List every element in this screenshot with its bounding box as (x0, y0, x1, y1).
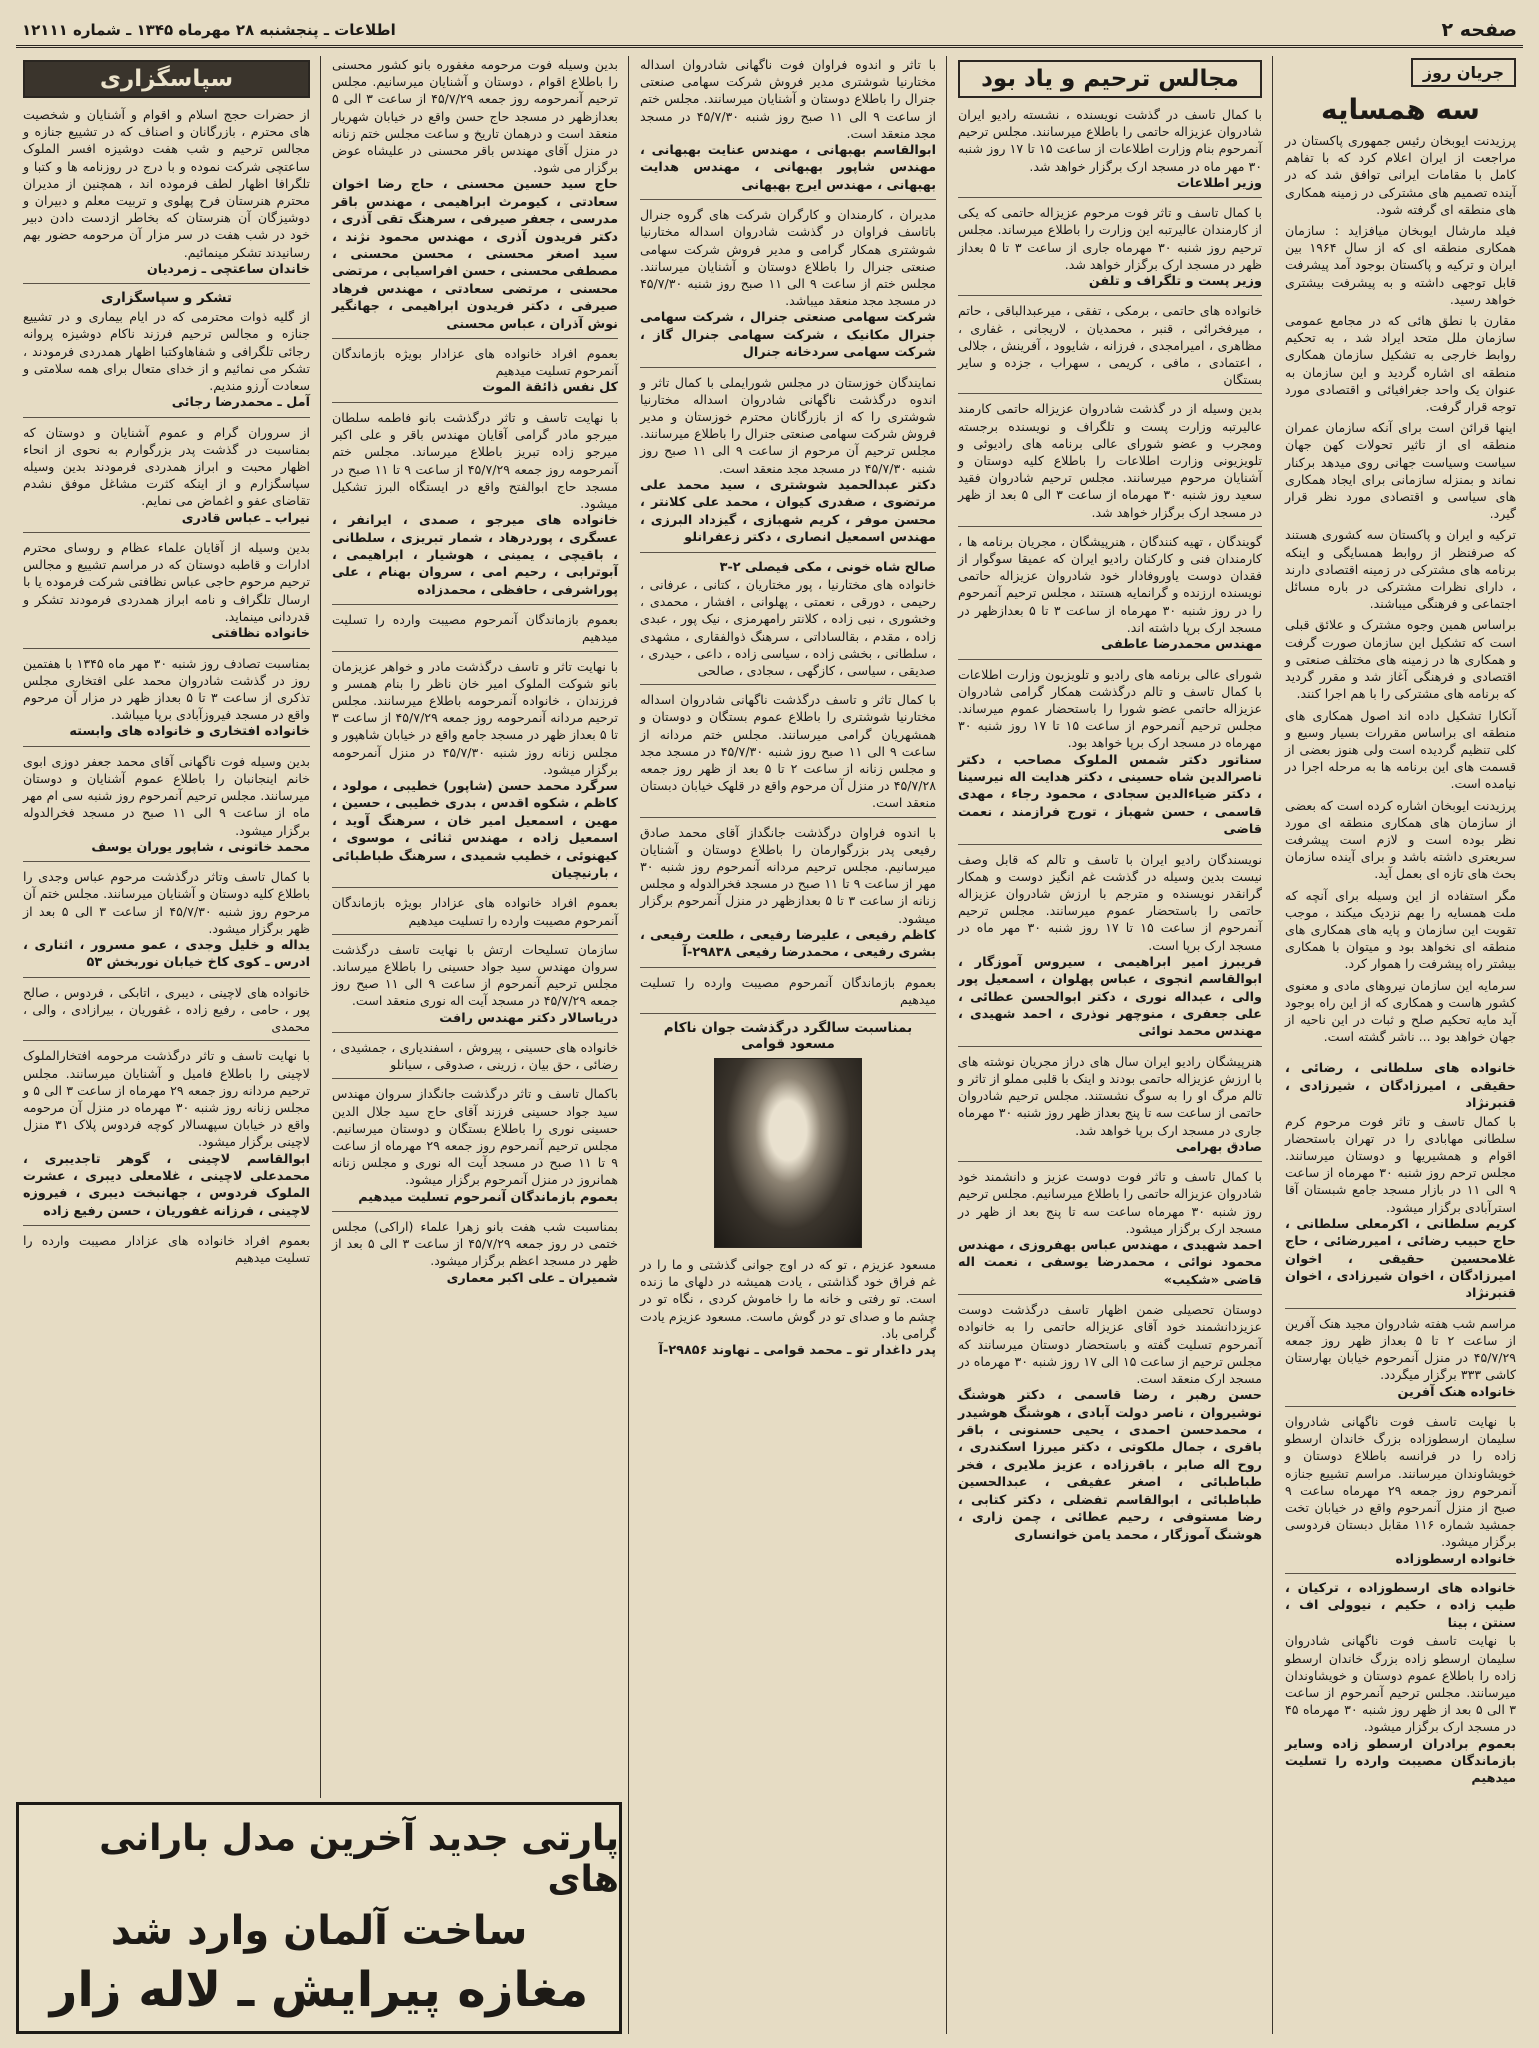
notice-signature: کاظم رفیعی ، علیرضا رفیعی ، طلعت رفیعی ، بشری رفیعی ، محمدرضا رفیعی ۲۹۸۳۸-آ (640, 927, 936, 961)
notice-text: بعموم افراد خانواده های عزادار مصیبت وارده را تسلیت میدهیم (23, 1233, 310, 1266)
notice-signature: کریم سلطانی ، اکرمعلی سلطانی ، حاج حبیب رضائی ، امیررضائی ، حاج غلامحسین حقیقی ، اخوان امیرزادگان ، اخوان شیرزادی ، اخوان قنبرنژاد (1285, 1216, 1516, 1302)
notice-item (958, 851, 1262, 1047)
notice-item (958, 533, 1262, 660)
column-1 (1278, 56, 1523, 2034)
notice-item (332, 56, 618, 339)
notice-text: بدین وسیله فوت مرحومه مغفوره بانو کشور محسنی را باطلاع اقوام ، دوستان و آشنایان میرسانیم. مجلس ترحیم آنمرحومه روز جمعه ۴۵/۷/۲۹ از ساعت ۳ الی ۵ بعدازظهر در مسجد حاج حسن واقع در خیابان شهریار منعقد است و درهمان تاریخ و ساعت مجلس ختم زنانه در منزل آقای مهندس باقر محسنی در علیشاه عوض برگزار می شود. (332, 57, 619, 176)
editorial-paragraph: مقارن با نطق هائی که در مجامع عمومی سازمان ملل متحد ایراد شد ، به تحکیم روابط خارجی به تشکیل سازمان همکاری منطقه ای اشاره گردید و این سازمان به عنوان یک واحد جغرافیائی و اقتصادی مورد توجه قرار گرفت. (1285, 313, 1516, 415)
notice-signature: دریاسالار دکتر مهندس رافت (439, 1010, 618, 1026)
editorial-paragraph: پرزیدنت ایوبخان رئیس جمهوری پاکستان در مراجعت از ایران اعلام کرد که با تفاهم کامل با مقامات ایرانی توافق شد که در آینده تصمیم های مشترکی در زمینه همکاری های منطقه ای گرفته شود. (1285, 133, 1516, 217)
notice-text: مراسم شب هفته شادروان مجید هنک آفرین از ساعت ۲ تا ۵ بعداز ظهر روز جمعه ۴۵/۷/۲۹ در منزل آنمرحوم خیابان بهارستان کاشی ۳۳۳ برگزار میگردد. (1285, 1315, 1517, 1383)
column-rule (946, 56, 947, 2034)
notice-text: از گلیه ذوات محترمی که در ایام بیماری و در تشییع جنازه و مجالس ترحیم فرزند ناکام دوشیزه پروانه رجائی تلگرافی و شفاهاوکتبا اظهار همدردی فرمودند ، تشکر می نمائیم و از خدای متعال برای همه سلامتی و سعادت آرزو مندیم. (23, 309, 310, 394)
column-5 (16, 56, 317, 1798)
notice-item (1285, 1413, 1516, 1574)
portrait-photo (714, 1058, 862, 1248)
editorial-paragraph: ترکیه و ایران و پاکستان سه کشوری هستند که صرفنظر از روابط همسایگی و اینکه برنامه های مشترکی در زمینه اقتصادی دارند ، دارای نظرات مشترکی در باره مسائل اجتماعی و فرهنگی میباشند. (1285, 527, 1516, 612)
notice-text: دوستان تحصیلی ضمن اظهار تاسف درگذشت دوست عزیزدانشمند خود آقای عزیزاله حاتمی را به خانواده آنمرحوم تسلیت گفته و باستحضار دوستان میرسانند که مجلس ترحیم از ساعت ۱۵ الی ۱۷ روز شنبه ۳۰ مهرماه در مسجد ارک منعقد است. (958, 1302, 1262, 1387)
notice-item (640, 974, 936, 1014)
notice-text: از سروران گرام و عموم آشنایان و دوستان که بمناسبت در گذشت پدر بزرگوارم به نحوی از انحاء اظهار محبت و ابراز همدردی فرمودند بدین وسیله سپاسگزارم و از اینکه کثرت مشاغل موفق نشدم تقاضای عفو و اغماض می نمایم. (23, 424, 310, 509)
advert-line-2: ساخت آلمان وارد شد (110, 1908, 528, 1954)
notice-item (23, 984, 310, 1042)
notice-heading: تشکر و سپاسگزاری (101, 290, 232, 307)
editorial-paragraph: مگر استفاده از این وسیله برای آنچه که ملت همسایه را بهم نزدیک میکند ، موجب تقویت این سازمان و پایه های همکاری های منطقه ای نخواهد بود و میتوان با همکاری بیشتر راه پیشرفت را هموار کرد. (1285, 887, 1516, 972)
advert-line-1: پارتی جدید آخرین مدل بارانی های (99, 1818, 619, 1900)
editorial-paragraph: سرمایه این سازمان نیروهای مادی و معنوی کشور هاست و همکاری که از این راه بوجود آید مایه تحکیم صلح و ثبات در این ناحیه از جهان خواهد بود ... ناشر گشته است. (1285, 977, 1516, 1045)
notice-text: با نهایت تاسف و تاثر درگذشت مرحومه افتخارالملوک لاچینی را باطلاع فامیل و آشنایان میرسانند. مجلس ترحیم مردانه روز جمعه ۲۹ مهرماه از ساعت ۳ الی ۵ و مجلس زنانه روز شنبه ۳۰ مهرماه در منزل آن مرحومه واقع در خیابان سپهسالار کوچه فردوس پلاک ۳۱ منزل لاچینی برگزار میشود. (23, 1048, 310, 1150)
column-4 (325, 56, 625, 1798)
notice-signature: ابوالقاسم لاچینی ، گوهر تاجدیبری ، محمدعلی لاچینی ، غلامعلی دیبری ، عشرت الملوک فردوس ، جهانبخت دیبری ، فیروزه لاچینی ، فرزانه غفوریان ، حسن رفیع زاده (23, 1151, 310, 1219)
column-3-notices (640, 56, 936, 1364)
notice-signature: شمیران ـ علی اکبر معماری (446, 1270, 618, 1286)
newspaper-page (16, 14, 1523, 2034)
notice-text: با کمال تاسف در گذشت نویسنده ، نشسته رادیو ایران شادروان عزیزاله حاتمی را باطلاع میرسانند. مجلس ترحیم آنمرحوم بنام وزارت اطلاعات از ساعت ۱۵ تا ۱۷ روز شنبه ۳۰ مهر ماه در مسجد ارک برگزار خواهد شد. (958, 107, 1263, 174)
editorial-divider (1285, 1049, 1516, 1054)
notice-item (958, 302, 1262, 394)
notice-signature: مهندس محمدرضا عاطفی (1101, 637, 1262, 653)
notice-signature: پدر داغدار تو ـ محمد قوامی ـ نهاوند ۲۹۸۵۶-آ (658, 1343, 936, 1359)
notice-text: با نهایت تاسف فوت ناگهانی شادروان سلیمان ارسطو زاده بزرگ خاندان ارسطو زاده را باطلاع عموم دوستان و خویشاوندان میرسانند. مجلس ترحیم آنمرحوم از ساعت ۳ الی ۵ بعد از ظهر روز شنبه ۳۰ مهرماه ۴۵ در مسجد ارک برگزار میشود. (1285, 1633, 1517, 1735)
notice-signature: خانواده افتخاری و خانواده های وابسته (69, 724, 310, 740)
notice-signature: فریبرز امیر ابراهیمی ، سیروس آموزگار ، ابوالقاسم انجوی ، عباس پهلوان ، اسمعیل پور والی ، عبداله نوری ، دکتر ابوالحسن عطائی ، علی جعفری ، منوچهر نوذری ، احمد شهیدی ، مهندس محمد نوائی (958, 954, 1262, 1040)
notice-text: با نهایت تاسف فوت ناگهانی شادروان سلیمان ارسطوزاده بزرگ خاندان ارسطو زاده را در فرانسه باطلاع دوستان و خویشاوندان میرسانند. مراسم تشییع جنازه آنمرحوم روز جمعه ۲۹ مهرماه ساعت ۹ صبح از منزل آنمرحوم واقع در خیابان تخت جمشید شماره ۱۱۶ مقابل دبستان فردوسی برگزار میشود. (1285, 1414, 1516, 1550)
notice-signature: خانواده هنک آفرین (1397, 1384, 1516, 1400)
section-title: مجالس ترحیم و یاد بود (958, 60, 1262, 98)
notice-text: با کمال تاسف و تاثر فوت دوست عزیز و دانشمند خود شادروان عزیزاله حاتمی را باطلاع میرسانیم. مجلس ترحیم روز شنبه ۳۰ مهرماه ساعت سه تا پنج بعد از ظهر در مسجد ارک برگزار میشود. (958, 1169, 1262, 1236)
columns (16, 56, 1523, 2034)
notice-item (23, 868, 310, 978)
notice-signature: خانواده نظافتی (211, 626, 310, 642)
notice-heading: بمناسبت سالگرد درگذشت جوان ناکام مسعود قوامی (663, 1020, 913, 1052)
notice-signature: کل نفس ذائقة الموت (482, 380, 618, 396)
notice-text: مسعود عزیزم ، تو که در اوج جوانی گذشتی و ما را در غم فراق خود گذاشتی ، یادت همیشه در دلهای ما زنده است. تو رفتی و خانه ما را خاموش کردی ، نگاه تو در چشم ما و صدای تو در گوش ماست. مسعود عزیزم یادت گرامی باد. (640, 1257, 936, 1341)
column-rule (628, 56, 629, 2034)
notice-signature: احمد شهیدی ، مهندس عباس بهفروزی ، مهندس محمود نوائی ، محمدرضا یوسفی ، نعمت اله قاضی «شکیب» (958, 1238, 1262, 1288)
editorial-paragraph: براساس همین وجوه مشترک و علائق قبلی است که تشکیل این سازمان صورت گرفت و همکاری ها در زمینه های مختلف صنعتی و اقتصادی و فرهنگی آغاز شد و مقرر گردید که برنامه های مشترکی را با هم اجرا کنند. (1285, 617, 1516, 702)
column-5-notices (23, 106, 310, 1272)
notice-signature: صادق بهرامی (1175, 1139, 1262, 1155)
notice-item (640, 374, 936, 553)
notice-text: بدین وسیله از در گذشت شادروان عزیزاله حاتمی کارمند عالیرتبه وزارت پست و تلگراف و نویسنده برجسته ومجرب و عضو شورای عالی برنامه های رادیوئی و تلویزیونی وزارت اطلاعات را باطلاع کلیه دوستان و آشنایان مرحوم میرسانند. مجلس ترحیم شادروان فقید سعید روز شنبه ۳۰ مهرماه از ساعت ۳ الی ۵ بعد از ظهر در مسجد ارک برگزار خواهد شد. (958, 401, 1263, 520)
notice-item (1285, 1580, 1516, 1793)
notice-item (23, 539, 310, 648)
notice-text: بدین وسیله از آقایان علماء عظام و روسای محترم ادارات و قاطبه دوستان که در مراسم تشییع و مجالس ترحیم مرحوم حاجی عباس نظافتی شرکت فرموده یا با ارسال تلگراف و نامه ابراز همدردی فرمودند تشکر و قدردانی مینماید. (23, 540, 310, 624)
column-rule (320, 56, 321, 1798)
notice-text: بمناسبت تصادف روز شنبه ۳۰ مهر ماه ۱۳۴۵ با هفتمین روز در گذشت شادروان محمد علی افتخاری مجلس تذکری از ساعت ۳ تا ۵ بعداز ظهر در مزار آن مرحوم واقع در مسجد فیروزآبادی برپا میباشد. (23, 655, 310, 723)
advert-line-3: مغازه پیرایش ـ لاله زار (49, 1962, 589, 2018)
notice-text: با کمال تاسف وتاثر درگذشت مرحوم عباس وجدی را باطلاع کلیه دوستان و آشنایان میرسانند. مجلس ختم آن مرحوم روز شنبه ۴۵/۷/۳۰ از ساعت ۳ الی ۵ بعد از ظهر برگزار میشود. (23, 869, 310, 936)
notice-text: نمایندگان خوزستان در مجلس شورایملی با کمال تاثر و اندوه درگذشت ناگهانی شادروان اسداله مختارنیا شوشتری را که از بازرگانان محترم خوزستان و مدیر فروش شرکت سهامی صنعتی جنرال را باطلاع میرسانند. مجلس ترحیم آن مرحوم از ساعت ۹ الی ۱۱ صبح روز شنبه ۴۵/۷/۳۰ در مسجد مجد منعقد است. (640, 374, 936, 476)
notice-item (332, 1218, 618, 1292)
notice-text: با اندوه فراوان درگذشت جانگداز آقای محمد صادق رفیعی پدر بزرگوارمان را باطلاع دوستان و آشنایان میرسانیم. مجلس ترحیم مردانه آنمرحوم روز شنبه ۳۰ مهر از ساعت ۹ تا ۱۱ صبح در مسجد فخرالدوله و مجلس زنانه از ساعت ۳ تا ۵ بعدازظهر در منزل آنمرحوم برگزار میشود. (640, 824, 937, 926)
notice-text: بعموم افراد خانواده های عزادار بویژه بازماندگان آنمرحوم تسلیت میدهیم (332, 346, 618, 379)
notice-item (640, 691, 936, 817)
notice-signature: نیراب ـ عباس قادری (181, 510, 310, 526)
notice-signature: دکتر عبدالحمید شوشتری ، سید محمد علی مرتضوی ، صفدری کیوان ، محمد علی کلانتر ، محسن موفر ، کریم شهبازی ، گیزداد البرزی ، مهندس اسمعیل انصاری ، دکتر زعفرانلو (640, 477, 936, 546)
notice-text: سازمان تسلیحات ارتش با نهایت تاسف درگذشت سروان مهندس سید جواد حسینی را باطلاع میرساند. مجلس ترحیم آنمرحوم از ساعت ۹ الی ۱۱ صبح روز جمعه ۴۵/۷/۲۹ در مسجد آیت اله نوری منعقد است. (332, 941, 618, 1009)
notice-item (23, 655, 310, 747)
notice-item (332, 409, 618, 605)
notice-text: شورای عالی برنامه های رادیو و تلویزیون وزارت اطلاعات با کمال تاسف و تالم درگذشت همکار گرامی شادروان عزیزاله حاتمی عضو شورا را باستحضار عموم میرساند. مجلس ترحیم آنمرحوم از ساعت ۱۵ تا ۱۷ روز شنبه ۳۰ مهرماه در مسجد ارک برپا خواهد بود. (958, 666, 1262, 751)
rubric-label: جریان روز (1411, 58, 1516, 87)
notice-item (23, 1047, 310, 1226)
notice-text: هنرپیشگان رادیو ایران سال های دراز مجریان نوشته های با ارزش عزیزاله حاتمی بودند و اینک با قلبی مملو از تاثر و تالم مرگ او را به سوگ نشستند. مجلس ترحیم شادروان حاتمی از ساعت سه تا پنج بعداز ظهر روز شنبه ۳۰ مهرماه جاری در مسجد ارک برپا خواهد شد. (958, 1053, 1262, 1138)
notice-text: نویسندگان رادیو ایران با تاسف و تالم که قابل وصف نیست بدین وسیله در گذشت غم انگیز دوست و همکار گرانقدر نویسنده و مترجم با ارزش شادروان عزیزاله حاتمی را باستحضار عموم میرسانند. مجلس ترحیم آنمرحوم از ساعت ۱۵ تا ۱۷ روز شنبه ۳۰ مهر ماه در مسجد ارک برپا است. (958, 851, 1262, 953)
notice-text: مدیران ، کارمندان و کارگران شرکت های گروه جنرال باتاسف فراوان در گذشت شادروان اسداله مختارنیا شوشتری همکار گرامی و مدیر فروش شرکت سهامی صنعتی جنرال را باطلاع دوستان و آشنایان میرسانند. مجلس ختم از ساعت ۹ الی ۱۱ صبح روز شنبه ۴۵/۷/۳۰ در مسجد مجد منعقد میباشد. (640, 207, 937, 309)
column-2-notices (958, 106, 1262, 1549)
notice-signature: خانواده های میرجو ، صمدی ، ایرانفر ، عسگری ، پوردرهاد ، شمار تبریزی ، سلطانی ، باقیچی ، یمینی ، هوشیار ، ابراهیمی ، آبوترابی ، رحیم امی ، سروان بهنام ، علی پوراشرفی ، حافظی ، محمدزاده (332, 513, 618, 598)
notice-item (1285, 1060, 1516, 1308)
notice-item (958, 204, 1262, 296)
notice-item (332, 1085, 618, 1212)
notice-text: بمناسبت شب هفت بانو زهرا علماء (اراکی) مجلس ختمی در روز جمعه ۴۵/۷/۲۹ از ساعت ۳ الی ۵ بعد از ظهر در مسجد اعظم برگزار میشود. (332, 1219, 618, 1269)
notice-item (640, 1020, 936, 1364)
notice-families: خانواده های ارسطوزاده ، ترکیان ، طیب زاده ، حکیم ، نیوولی اف ، سنتن ، بینا (1285, 1581, 1516, 1631)
notice-signature: بعموم بازماندگان آنمرحوم تسلیت میدهیم (358, 1189, 618, 1205)
edition-line: اطلاعات ـ پنجشنبه ۲۸ مهرماه ۱۳۴۵ ـ شماره ۱۲۱۱۱ (22, 20, 396, 39)
notice-text: گویندگان ، تهیه کنندگان ، هنرپیشگان ، مجریان برنامه ها ، کارمندان فنی و کارکنان رادیو ایران که عمیقا سوگوار از فقدان دوست یاوروفادار خود شادروان عزیزاله حاتمی نویسنده ارزنده و گرانمایه هستند ، مجلس ترحیم آنمرحوم را در روز شنبه ۳۰ مهرماه از ساعت ۳ تا ۵ بعدازظهر در مسجد ارک برپا داشته اند. (958, 533, 1263, 635)
notice-signature: حاج سید حسین محسنی ، حاج رضا اخوان سعادتی ، کیومرث ابراهیمی ، مهندس باقر مدرسی ، جعفر صیرفی ، سرهنگ تقی آذری ، دکتر فریدون آذری ، مهندس محمود نژند ، سید اصغر محسنی ، محسن محسنی ، مصطفی محسنی ، حسن افراسیابی ، مرتضی محسنی ، مرتضی سعادتی ، مهندس فرهاد صیرفی ، دکتر فریدون ابراهیمی ، جهانگیر نوش آذران ، عباس محسنی (332, 177, 618, 332)
notice-item (23, 1232, 310, 1271)
notice-item (640, 206, 936, 367)
notice-item (640, 56, 936, 200)
editorial-headline: سه همسایه (1321, 93, 1480, 126)
notice-text: خانواده های لاچینی ، دیبری ، اتابکی ، فردوس ، صالح پور ، حامی ، رفیع زاده ، غفوریان ، بیرازادی ، والی ، محمدی (23, 984, 310, 1035)
notice-text: با نهایت تاسف و تاثر درگذشت بانو فاطمه سلطان میرجو مادر گرامی آقایان مهندس باقر و علی اکبر میرجو زاده تبریز باطلاع میرساند. مجلس ختم آنمرحومه روز جمعه ۴۵/۷/۲۹ از ساعت ۹ تا ۱۱ صبح در مسجد حاج ابوالفتح واقع در ایستگاه البرز تشکیل میشود. (332, 409, 618, 511)
notice-item (23, 106, 310, 284)
thanks-banner: سپاسگزاری (23, 60, 310, 98)
notice-signature: محمد خاتونی ، شاپور یوران یوسف (91, 839, 310, 855)
notice-item (958, 1168, 1262, 1295)
notice-text: با نهایت تاثر و تاسف درگذشت مادر و خواهر عزیزمان بانو شوکت الملوک امیر خان ناظر را بنام همسر و فرزندان ، خانواده آنمرحومه باطلاع میرسانند. مجلس ترحیم مردانه آنمرحومه روز جمعه ۴۵/۷/۲۹ از ساعت ۳ تا ۵ بعداز ظهر در مسجد جامع واقع در خیابان شاهپور و مجلس زنانه روز شنبه ۴۵/۷/۳۰ در منزل آنمرحومه برگزار میشود. (332, 658, 618, 777)
notice-text: بدین وسیله فوت ناگهانی آقای محمد جعفر دوزی ابوی خانم اینجانبان را باطلاع عموم آشنایان و دوستان میرسانند. مجلس ترحیم آنمرحوم روز شنبه سی ام مهر ماه از ساعت ۹ الی ۱۱ صبح در مسجد فخرالدوله برگزار میشود. (23, 753, 310, 838)
editorial-paragraph: پرزیدنت ایوبخان اشاره کرده است که بعضی از سازمان های همکاری منطقه ای مورد نظر بوده است و لازم است پیشرفت سریعتری داشته باشد و برای آینده سازمان بحث های تازه ای بعمل آید. (1285, 797, 1516, 882)
notice-item (332, 941, 618, 1033)
column-2 (951, 56, 1269, 2034)
notice-text: خانواده های حاتمی ، برمکی ، تفقی ، میرعبدالباقی ، حاتم ، میرفخرائی ، قنبر ، محمدیان ، لاریجانی ، غفاری ، مظاهری ، امیرامجدی ، فرزانه ، شایوود ، آفرینش ، جلالی ، اعتمادی ، مافی ، کریمی ، سهراب ، جزده و سایر بستگان (958, 303, 1262, 388)
notice-text: با تاثر و اندوه فراوان فوت ناگهانی شادروان اسداله مختارنیا شوشتری مدیر فروش شرکت سهامی صنعتی جنرال را باطلاع دوستان و آشنایان میرسانند. مجلس ختم از ساعت ۹ الی ۱۱ صبح روز شنبه ۴۵/۷/۳۰ در مسجد مجد منعقد است. (640, 57, 936, 141)
notice-item (640, 824, 936, 968)
notice-item (332, 611, 618, 651)
editorial-body (1285, 132, 1516, 1054)
editorial-paragraph: آنکارا تشکیل داده اند اصول همکاری های منطقه ای براساس مقررات بسیار وسیع و کلی تنظیم گردیده است ولی هنوز بعضی از قسمت های این برنامه ها به مرحله اجرا در نیامده است. (1285, 707, 1516, 792)
notice-item (1285, 1315, 1516, 1407)
notice-text: با کمال تاسف و تاثر فوت مرحوم کرم سلطانی مهابادی را در تهران باستحضار اقوام و همشیریها و دوستان میرسانند. مجلس ترحم روز شنبه ۳۰ مهرماه از ساعت ۹ الی ۱۱ در بازار مسجد جامع شبستان آقا استرآبادی برگزار میشود. (1285, 1113, 1516, 1215)
notice-item (640, 559, 936, 686)
notice-item (332, 894, 618, 934)
notice-text: بعموم بازماندگان آنمرحوم مصیبت وارده را تسلیت میدهیم (640, 974, 936, 1007)
notice-item (23, 424, 310, 533)
notice-text: از حضرات حجج اسلام و اقوام و آشنایان و شخصیت های محترم ، بازرگانان و اصناف که در تشییع جنازه و مجالس ترحیم و شب هفت دوشیزه افسر الملوک ساعتچی شرکت نموده و با درج در روزنامه ها و کتبا و تلگرافا اظهار لطف فرموده اند ، همچنین از مدیران محترم هنرستان فرح پهلوی و تربیت معلم و دبیران و دوشیزگان آن هنرستان که بخاطر ازدست دادن دبیر خود در شب هفت در سر مزار آن مرحومه حضور بهم رسانیدند تشکر مینمائیم. (23, 107, 310, 260)
raincoat-advert (16, 1802, 622, 2034)
notice-item (958, 666, 1262, 845)
column-3 (633, 56, 943, 2034)
notice-signature: خانواده ارسطوزاده (1395, 1551, 1516, 1567)
notice-signature: بعموم برادران ارسطو زاده وسایر بازماندگان مصیبت وارده را تسلیت میدهیم (1285, 1736, 1516, 1787)
notice-item (958, 1301, 1262, 1549)
notice-item (958, 400, 1262, 526)
notice-signature: ابوالقاسم بهبهانی ، مهندس عنایت بهبهانی ، مهندس شاپور بهبهانی ، مهندس هدایت بهبهانی ، مهندس ایرج بهبهانی (640, 143, 936, 193)
column-4-notices (332, 56, 618, 1292)
masthead (16, 14, 1523, 48)
notice-families: صالح شاه خونی ، مکی فیصلی ۲-۳ (719, 559, 936, 575)
editorial-paragraph: اینها قرائن است برای آنکه سازمان عمران منطقه ای از تاثیر تحولات کهن جهان سیاست وسیاست جهانی روی میدهد برکنار نماند و بمنزله سازمانی برای ایجاد همکاری های سیاسی و اقتصادی مورد نظر قرار گیرد. (1285, 420, 1516, 522)
notice-item (332, 345, 618, 403)
notice-text: خانواده های حسینی ، پیروش ، اسفندیاری ، جمشیدی ، رضائی ، حق بیان ، زرینی ، صدوقی ، سیانلو (332, 1040, 618, 1073)
notice-signature: خاندان ساعتچی ـ زمردیان (146, 261, 310, 277)
notice-signature: سناتور دکتر شمس الملوک مصاحب ، دکتر ناصرالدین شاه حسینی ، دکتر هدایت اله نیرسینا ، دکتر ضیاءالدین سجادی ، محمود رجاء ، مهدی قاسمی ، حسن شهباز ، تورج فرازمند ، نعمت قاضی (958, 752, 1262, 838)
notice-text: بعموم بازماندگان آنمرحوم مصیبت وارده را تسلیت میدهیم (332, 612, 618, 645)
notice-text: با کمال تاثر و تاسف درگذشت ناگهانی شادروان اسداله مختارنیا شوشتری را باطلاع عموم بستگان و دوستان و همشهریان گرامی میرسانند. مجلس ختم مردانه از ساعت ۹ الی ۱۱ صبح روز شنبه ۴۵/۷/۳۰ در مسجد مجد و مجلس زنانه از ساعت ۲ تا ۵ بعد از ظهر روز جمعه ۴۵/۷/۲۸ در منزل آن مرحوم واقع در قلهک خیابان دبستان منعقد است. (640, 692, 937, 811)
editorial-paragraph: فیلد مارشال ایوبخان میافزاید : سازمان همکاری منطقه ای که از سال ۱۹۶۴ بین ایران و ترکیه و پاکستان بوجود آمد پیشرفت قابل توجهی داشته و به پیشرفت بیشتری خواهد رسید. (1285, 223, 1516, 307)
notice-text: خانواده های مختارنیا ، پور مختاریان ، کتانی ، عرفانی ، رحیمی ، دورقی ، نعمتی ، پهلوانی ، افشار ، محمدی ، وخشوری ، نبی زاده ، کلانتر رامهرمزی ، نیک پور ، عبدی زاده ، مقدم ، بقالساداتی ، سرهنگ ذوالفقاری ، مشهدی ، سلطانی ، بخشی زاده ، سیاسی زاده ، داعی ، حیدری ، صدیقی ، سیاسی ، کازگهی ، سجادی ، صالحی (640, 576, 936, 678)
notice-signature: حسن رهبر ، رضا قاسمی ، دکتر هوشنگ نوشیروان ، ناصر دولت آبادی ، هوشنگ هوشیدر ، محمدحسن احمدی ، یحیی حسنونی ، باقر باقری ، جمال ملکوتی ، دکتر میرزا اسکندری ، روح اله صابر ، باقرزاده ، عزیز ملایری ، فخر طباطبائی ، اصغر عفیفی ، عبدالحسین طباطبائی ، ابوالقاسم تفضلی ، دکتر کتابی ، رضا مستوفی ، رحیم عطائی ، چمن زاری ، هوشنگ آموزگار ، محمد یامن خوانساری (958, 1388, 1262, 1543)
page-label: صفحه ۲ (1441, 18, 1517, 41)
notice-text: باکمال تاسف و تاثر درگذشت جانگداز سروان مهندس سید جواد حسینی فرزند آقای حاج سید جلال الدین حسینی نوری را باطلاع بستگان و دوستان میرسانیم. مجلس ترحیم آنمرحوم روز جمعه ۲۹ مهرماه از ساعت ۹ تا ۱۱ صبح در مسجد آیت اله نوری و مجلس زنانه همانروز در منزل آنمرحوم برگزار میشود. (332, 1086, 618, 1188)
notice-text: با کمال تاسف و تاثر فوت مرحوم عزیزاله حاتمی که یکی از کارمندان عالیرتبه این وزارت را باطلاع میرساند. مجلس ترحیم روز شنبه ۳۰ مهرماه جاری از ساعت ۳ تا ۵ بعداز ظهر در مسجد ارک برگزار خواهد شد. (958, 205, 1262, 272)
notice-signature: سرگرد محمد حسن (شاپور) خطیبی ، مولود ، کاظم ، شکوه اقدس ، بدری خطیبی ، حسین ، مهین ، اسمعیل امیر خان ، سرهنگ آوید ، اسمعیل زاده ، مهندس ثنائی ، موسوی ، کیهنوئی ، خطیب شمیدی ، سرهنگ طباطبائی ، بارنیچیان (332, 778, 618, 881)
notice-item (958, 106, 1262, 198)
notice-signature: شرکت سهامی صنعتی جنرال ، شرکت سهامی جنرال مکانیک ، شرکت سهامی جنرال گاز ، شرکت سهامی سردخانه جنرال (640, 310, 936, 361)
notice-item (332, 658, 618, 889)
notice-item (23, 290, 310, 417)
notice-item (23, 753, 310, 862)
notice-item (958, 1053, 1262, 1162)
notice-signature: وزیر پست و تلگراف و تلفن (1088, 274, 1262, 290)
notice-families: خانواده های سلطانی ، رضائی ، حقیقی ، امیرزادگان ، شیرزادی ، قنبرنژاد (1285, 1061, 1516, 1112)
column-rule (1272, 56, 1273, 2034)
notice-signature: وزیر اطلاعات (1176, 175, 1262, 191)
column-1-notices (1285, 1060, 1516, 1792)
notice-text: بعموم افراد خانواده های عزادار بویژه بازماندگان آنمرحوم مصیبت وارده را تسلیت میدهیم (332, 895, 618, 928)
notice-signature: یداله و خلیل وجدی ، عمو مسرور ، اثناری ، ادرس ـ کوی کاخ خیابان نوربخش ۵۳ (23, 937, 310, 971)
notice-signature: آمل ـ محمدرضا رجائی (171, 395, 310, 411)
notice-item (332, 1039, 618, 1079)
